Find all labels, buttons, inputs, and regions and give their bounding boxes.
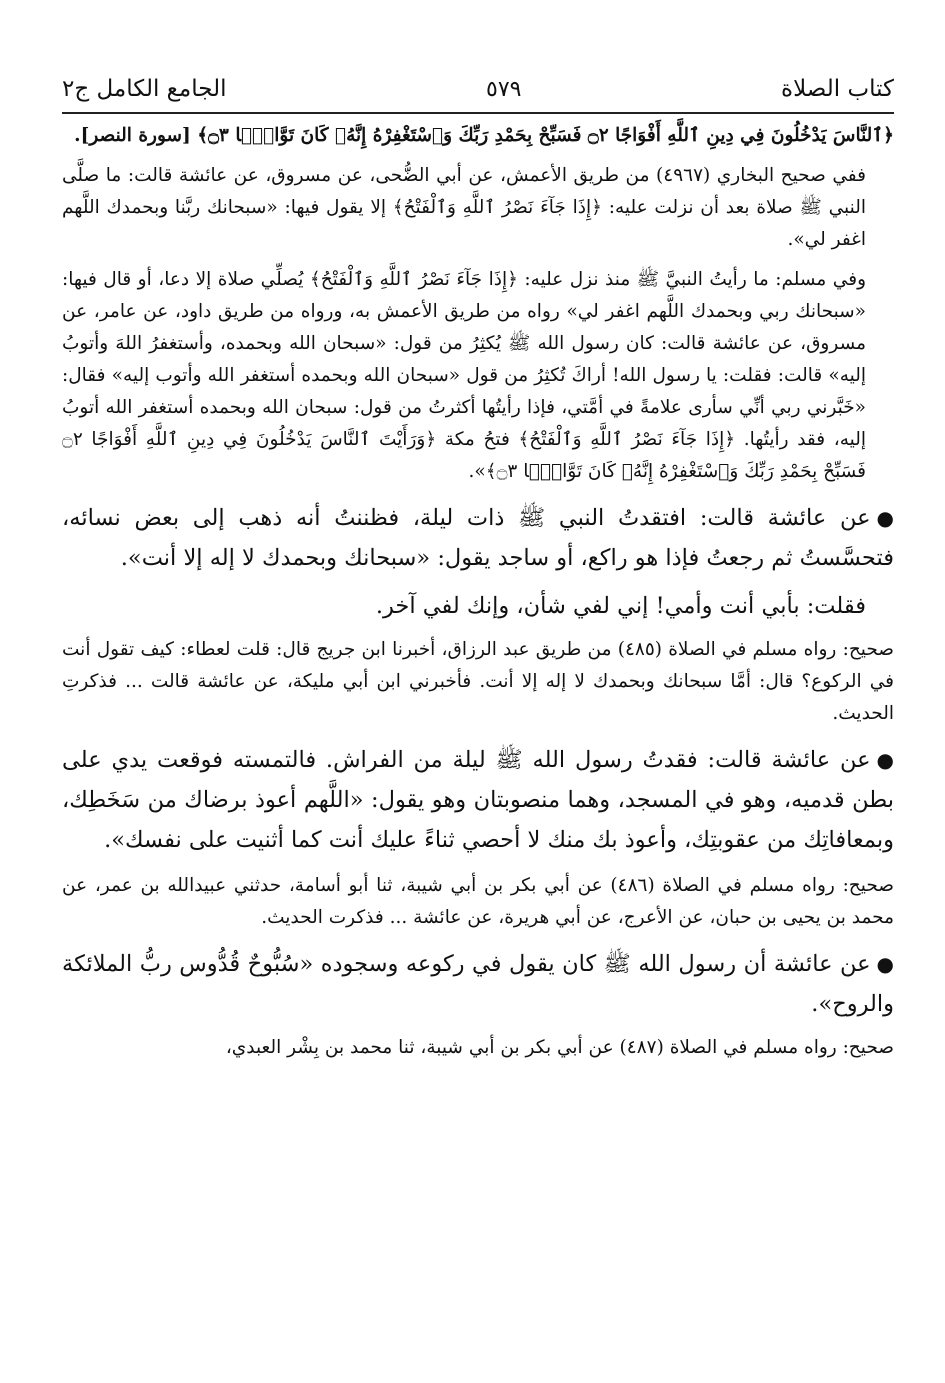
bullet-icon: ● bbox=[876, 506, 894, 530]
grading-note: صحيح: رواه مسلم في الصلاة (٤٨٧) عن أبي بكر بن أبي شيبة، ثنا محمد بن بِشْر العبدي، bbox=[225, 1037, 894, 1058]
book-page bbox=[62, 70, 894, 1064]
header-divider bbox=[62, 112, 894, 114]
grading-note: صحيح: رواه مسلم في الصلاة (٤٨٥) من طريق عبد الرزاق، أخبرنا ابن جريج قال: قلت لعطاء: كيف تقول أنت في الركوع؟ قال: أمَّا سبحانك وبحمدك لا إله إلا أنت. فأخبرني ابن أبي مليكة، عن عائشة قالت ... فذكرتِ الحديث. bbox=[62, 639, 894, 724]
hadith-text bbox=[62, 944, 894, 1024]
grading-note: صحيح: رواه مسلم في الصلاة (٤٨٦) عن أبي بكر بن أبي شيبة، ثنا أبو أسامة، حدثني عبيدالله بن عمر، عن محمد بن يحيى بن حبان، عن الأعرج، عن أبي هريرة، عن عائشة ... فذكرت الحديث. bbox=[62, 875, 894, 928]
chapter-title: كتاب الصلاة bbox=[781, 76, 894, 102]
page-header bbox=[62, 70, 894, 108]
bullet-icon: ● bbox=[876, 748, 894, 772]
hadith-text bbox=[62, 740, 894, 860]
hadith-text: فقلت: بأبي أنت وأمي! إني لفي شأن، وإنك لفي آخر. bbox=[375, 593, 866, 619]
commentary-paragraph: ففي صحيح البخاري (٤٩٦٧) من طريق الأعمش، عن أبي الضُّحى، عن مسروق، عن عائشة قالت: ما صلَّى النبي ﷺ صلاة بعد أن نزلت عليه: ﴿إِذَا جَآءَ نَصْرُ ٱللَّهِ وَٱلْفَتْحُ﴾ إلا يقول فيها: «سبحانك ربَّنا وبحمدك اللَّهم اغفر لي». bbox=[62, 165, 866, 250]
quran-verse-continuation: ﴿ٱلنَّاسَ يَدْخُلُونَ فِي دِينِ ٱللَّهِ أَفْوَاجًا ۝٢ فَسَبِّحْ بِحَمْدِ رَبِّكَ وَٱسْتَغْفِرْهُ إِنَّهُۥ كَانَ تَوَّابًۢا ۝٣﴾ [سورة النصر]. bbox=[74, 125, 894, 146]
page-number: ٥٧٩ bbox=[486, 77, 522, 102]
hadith-body: عن عائشة قالت: فقدتُ رسول الله ﷺ ليلة من الفراش. فالتمسته فوقعت يدي على بطن قدميه، وهو في المسجد، وهما منصوبتان وهو يقول: «اللَّهم أعوذ برضاك من سَخَطِك، وبمعافاتِك من عقوبتِك، وأعوذ بك منك لا أحصي ثناءً عليك أنت كما أثنيت على نفسك». bbox=[62, 747, 894, 853]
hadith-body: عن عائشة أن رسول الله ﷺ كان يقول في ركوعه وسجوده «سُبُّوحٌ قُدُّوس ربُّ الملائكة والروح». bbox=[62, 951, 894, 1017]
bullet-icon: ● bbox=[876, 952, 894, 976]
commentary-paragraph: وفي مسلم: ما رأيتُ النبيَّ ﷺ منذ نزل عليه: ﴿إِذَا جَآءَ نَصْرُ ٱللَّهِ وَٱلْفَتْحُ﴾ يُصلِّي صلاة إلا دعا، أو قال فيها: «سبحانك ربي وبحمدك اللَّهم اغفر لي» رواه من طريق الأعمش به، ورواه من طريق داود، عن عامر، عن مسروق، عن عائشة قالت: كان رسول الله ﷺ يُكثِرُ من قول: «سبحان الله وبحمده، وأستغفرُ اللهَ وأتوبُ إليه» قالت: فقلت: يا رسول الله! أراكَ تُكثِرُ من قول «سبحان الله وبحمده أستغفر الله وأتوب إليه» فقال: «خَبَّرني ربي أنِّي سأرى علامةً في أمَّتي، فإذا رأيتُها أكثرتُ من قول: سبحان الله وبحمده أستغفر الله أتوبُ إليه، فقد رأيتُها. ﴿إِذَا جَآءَ نَصْرُ ٱللَّهِ وَٱلْفَتْحُ﴾ فتحُ مكة ﴿وَرَأَيْتَ ٱلنَّاسَ يَدْخُلُونَ فِي دِينِ ٱللَّهِ أَفْوَاجًا ۝٢ فَسَبِّحْ بِحَمْدِ رَبِّكَ وَٱسْتَغْفِرْهُ إِنَّهُۥ كَانَ تَوَّابًۢا ۝٣﴾». bbox=[62, 269, 866, 482]
book-title: الجامع الكامل ج٢ bbox=[62, 76, 227, 102]
hadith-body: عن عائشة قالت: افتقدتُ النبي ﷺ ذات ليلة، فظننتُ أنه ذهب إلى بعض نسائه، فتحسَّستُ ثم رجعتُ فإذا هو راكع، أو ساجد يقول: «سبحانك وبحمدك لا إله إلا أنت». bbox=[62, 505, 894, 571]
hadith-text bbox=[62, 498, 894, 578]
